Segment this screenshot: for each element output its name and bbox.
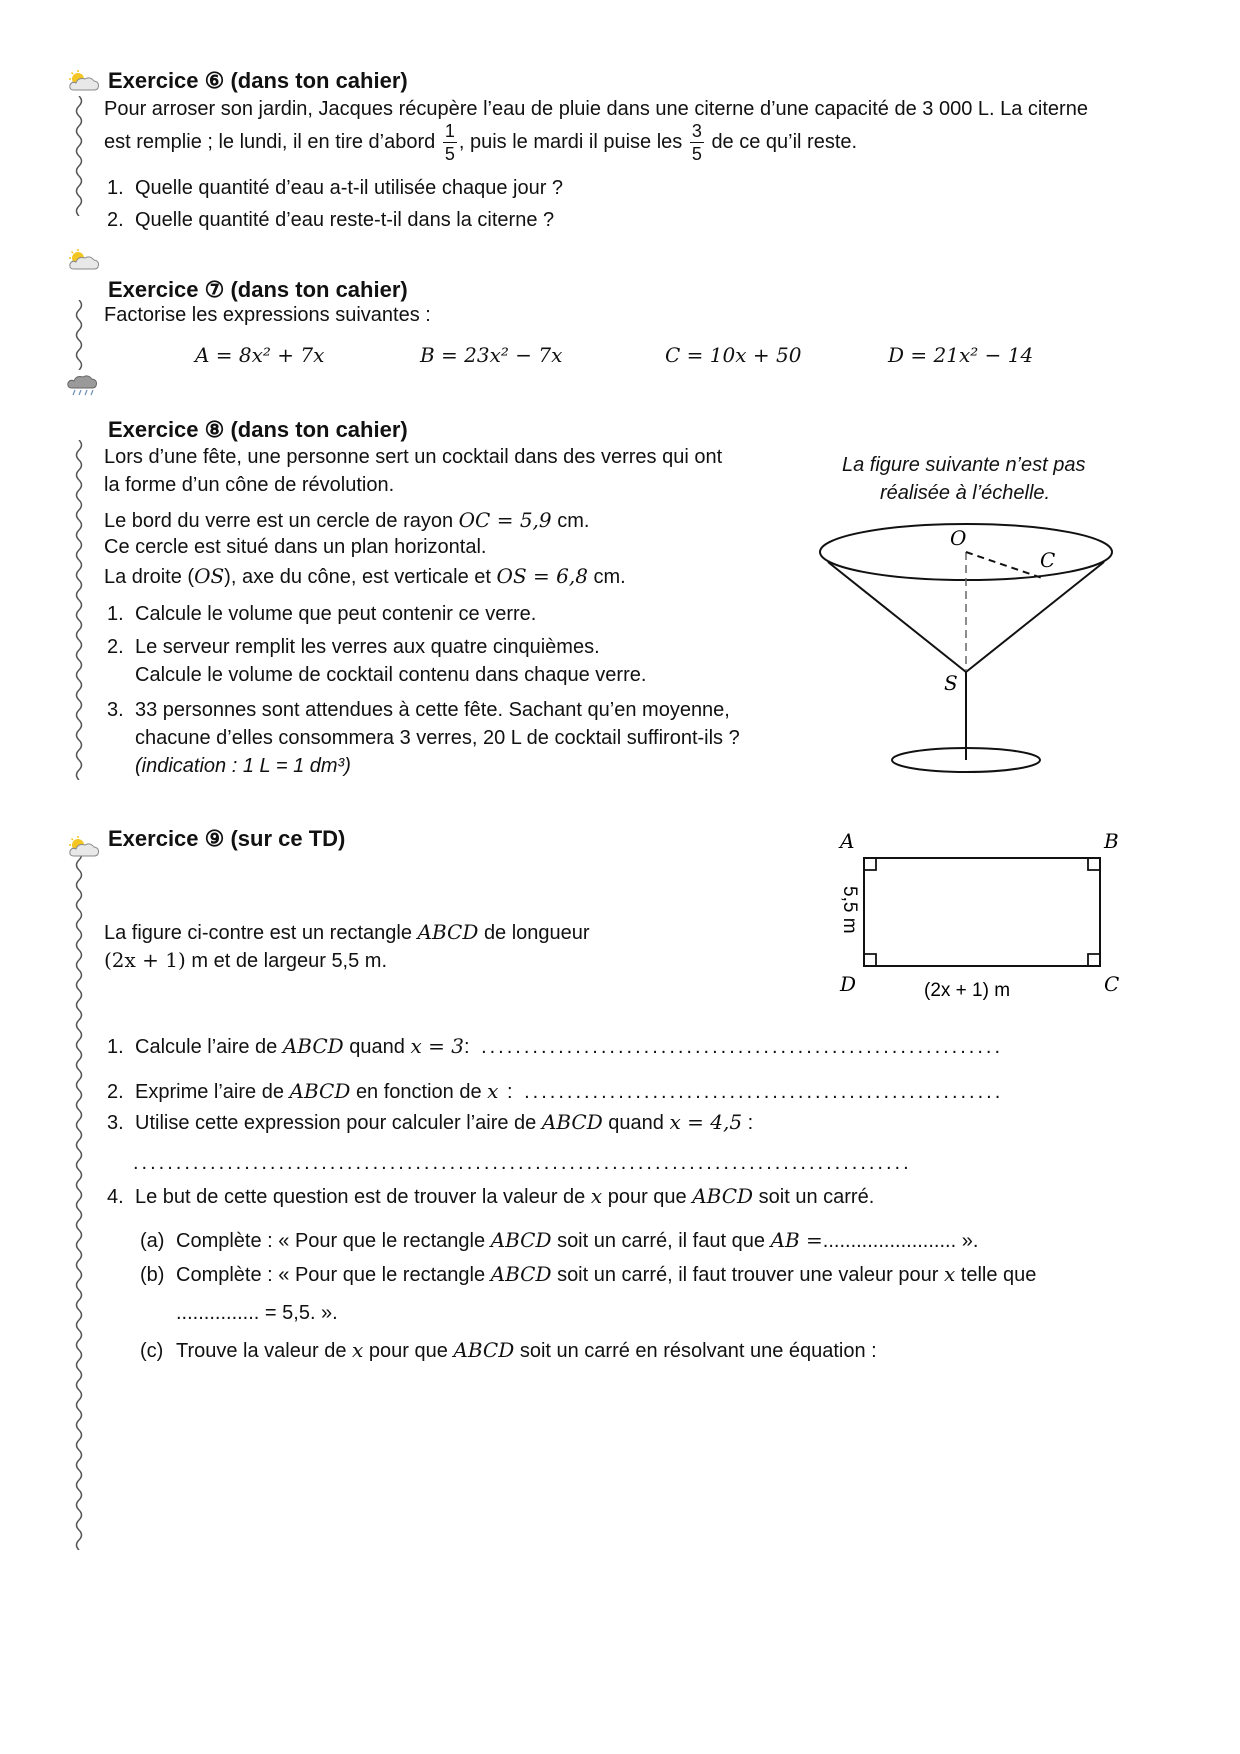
label-c: C — [1040, 548, 1056, 572]
margin-squiggle-icon — [72, 96, 86, 216]
bottom-label: (2x + 1) m — [924, 980, 1011, 1001]
sun-cloud-icon — [66, 249, 100, 271]
label-s: S — [944, 671, 958, 695]
cone-left — [828, 562, 966, 672]
ex6-question-1: 1. Quelle quantité d’eau a-t-il utilisée chaque jour ? — [107, 177, 564, 199]
ex7-expr-c: C = 10x + 50 — [665, 343, 802, 367]
radius-oc — [966, 552, 1042, 578]
answer-line[interactable]: ........................................................................................... — [133, 1152, 912, 1174]
rectangle-abcd — [864, 858, 1100, 966]
ex8-question-2: 2. Le serveur remplit les verres aux quatre cinquièmes. — [107, 636, 600, 658]
ex9-question-1: 1. Calcule l’aire de ABCD quand x = 3: ............................................................. — [107, 1034, 1004, 1058]
ex9-title: Exercice ⑨ (sur ce TD) — [108, 826, 346, 851]
label-d: D — [840, 972, 857, 996]
margin-squiggle-icon — [72, 440, 86, 780]
rectangle-abcd-figure — [820, 826, 1140, 1006]
ex8-p3: Le bord du verre est un cercle de rayon OC = 5,9 cm. — [104, 508, 590, 532]
ex8-p4: Ce cercle est situé dans un plan horizontal. — [104, 536, 487, 558]
ex9-question-4c: (c) Trouve la valeur de x pour que ABCD soit un carré en résolvant une équation : — [140, 1338, 877, 1362]
ex6-title: Exercice ⑥ (dans ton cahier) — [108, 68, 408, 93]
ex9-p1: La figure ci-contre est un rectangle ABCD de longueur — [104, 920, 590, 944]
rain-cloud-icon — [66, 374, 100, 396]
ex7-expr-a: A = 8x² + 7x — [195, 343, 325, 367]
cone-right — [966, 562, 1104, 672]
right-angle-d — [864, 954, 876, 966]
ex9-question-4b: (b) Complète : « Pour que le rectangle ABCD soit un carré, il faut trouver une valeur pour x telle que — [140, 1262, 1037, 1286]
ex8-question-3b: chacune d’elles consommera 3 verres, 20 L de cocktail suffiront-ils ? — [135, 727, 740, 749]
margin-squiggle-icon — [72, 300, 86, 370]
label-c: C — [1104, 972, 1120, 996]
label-a: A — [840, 829, 855, 853]
figure-caption-2: réalisée à l’échelle. — [880, 482, 1051, 504]
right-angle-a — [864, 858, 876, 870]
cocktail-glass-figure — [810, 520, 1120, 780]
figure-caption: La figure suivante n’est pas — [842, 454, 1086, 476]
ex6-text1: Pour arroser son jardin, Jacques récupère l’eau de pluie dans une citerne d’une capacité de 3 000 L. La citerne — [104, 98, 1088, 120]
ex7-expr-b: B = 23x² − 7x — [420, 343, 563, 367]
ex7-title: Exercice ⑦ (dans ton cahier) — [108, 277, 408, 302]
ex8-p2: la forme d’un cône de révolution. — [104, 474, 395, 496]
answer-line[interactable]: : ............................................................. — [463, 1036, 1004, 1058]
ex6-text2: est remplie ; le lundi, il en tire d’abord $\frac{1}{5}$ , puis le mardi il puise les $\frac{3}{5}$ de ce qu’il reste. — [104, 121, 858, 164]
answer-line[interactable]: ............... = 5,5. ». — [176, 1302, 338, 1324]
label-o: O — [950, 526, 967, 550]
ex8-question-2b: Calcule le volume de cocktail contenu dans chaque verre. — [135, 664, 647, 686]
fraction-three-fifths: $\frac{3}{5}$ — [691, 121, 702, 164]
ex8-p5: La droite (OS), axe du cône, est verticale et OS = 6,8 cm. — [104, 564, 626, 588]
ex8-question-3: 3. 33 personnes sont attendues à cette fête. Sachant qu’en moyenne, — [107, 699, 730, 721]
answer-line[interactable]: ........................ ». — [822, 1230, 979, 1252]
ex9-question-4a: (a) Complète : « Pour que le rectangle ABCD soit un carré, il faut que AB =........................ ». — [140, 1228, 979, 1252]
ex8-indication: (indication : 1 L = 1 dm³) — [135, 755, 351, 777]
ex8-title: Exercice ⑧ (dans ton cahier) — [108, 417, 408, 442]
right-angle-c — [1088, 954, 1100, 966]
side-label: 5,5 m — [839, 886, 860, 934]
ex6-question-2: 2. Quelle quantité d’eau reste-t-il dans la citerne ? — [107, 209, 555, 231]
ex9-question-4: 4. Le but de cette question est de trouver la valeur de x pour que ABCD soit un carré. — [107, 1184, 875, 1208]
ex9-question-2: 2. Exprime l’aire de ABCD en fonction de x : ........................................................ — [107, 1079, 1004, 1103]
answer-line[interactable]: : ........................................................ — [498, 1081, 1004, 1103]
ex7-intro: Factorise les expressions suivantes : — [104, 304, 431, 326]
ex9-question-3: 3. Utilise cette expression pour calculer l’aire de ABCD quand x = 4,5 : — [107, 1110, 754, 1134]
sun-cloud-icon — [66, 70, 100, 92]
ex7-expr-d: D = 21x² − 14 — [888, 343, 1034, 367]
fraction-one-fifth: $\frac{1}{5}$ — [444, 121, 455, 164]
sun-cloud-icon — [66, 836, 100, 858]
ex8-p1: Lors d’une fête, une personne sert un cocktail dans des verres qui ont — [104, 446, 723, 468]
margin-squiggle-icon — [72, 850, 86, 1550]
right-angle-b — [1088, 858, 1100, 870]
ex8-question-1: 1. Calcule le volume que peut contenir ce verre. — [107, 603, 537, 625]
label-b: B — [1104, 829, 1119, 853]
ex9-p2: (2x + 1) m et de largeur 5,5 m. — [104, 948, 388, 972]
